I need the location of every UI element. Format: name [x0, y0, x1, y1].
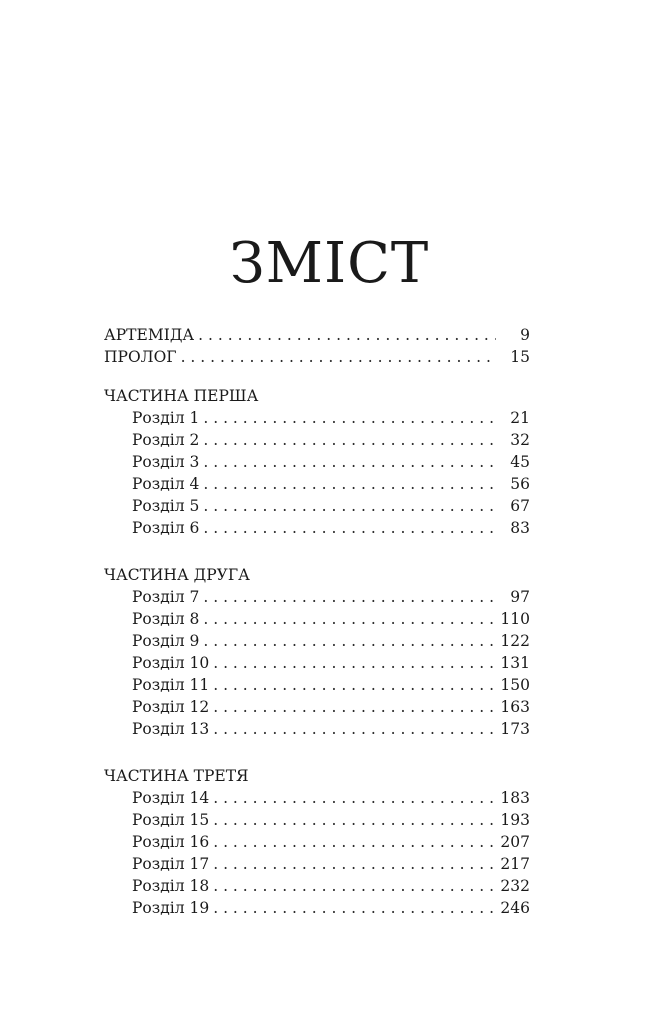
toc-entry-page: 183	[500, 789, 530, 807]
dot-leader	[203, 473, 496, 495]
toc-entry-page: 15	[510, 348, 530, 366]
toc-entry-page: 173	[500, 720, 530, 738]
dot-leader	[203, 586, 496, 608]
toc-entry-label: Розділ 19	[132, 899, 210, 917]
dot-leader	[203, 517, 496, 539]
toc-entry-label: Розділ 18	[132, 877, 210, 895]
toc-entry-page: 45	[510, 453, 530, 471]
toc-entry-label: Розділ 10	[132, 654, 210, 672]
section-spacer	[104, 539, 530, 550]
toc-entry-chapter	[104, 495, 530, 517]
dot-leader	[213, 853, 494, 875]
toc-entry-label: Розділ 15	[132, 811, 210, 829]
dot-leader	[213, 652, 494, 674]
toc-entry-page: 150	[500, 676, 530, 694]
toc-entry-label: Розділ 9	[132, 632, 200, 650]
toc-entry-label: Розділ 16	[132, 833, 210, 851]
toc-entry-front	[104, 324, 530, 346]
toc-entry-page: 21	[510, 409, 530, 427]
toc-entry-chapter	[104, 897, 530, 919]
toc-entry-label: Розділ 14	[132, 789, 210, 807]
dot-leader	[213, 897, 494, 919]
dot-leader	[203, 407, 496, 429]
toc-entry-chapter	[104, 473, 530, 495]
toc-entry-page: 56	[510, 475, 530, 493]
toc-entry-chapter	[104, 517, 530, 539]
part-heading: ЧАСТИНА ДРУГА	[104, 566, 250, 584]
toc-entry-label: Розділ 2	[132, 431, 200, 449]
toc-entry-label: Розділ 5	[132, 497, 200, 515]
toc-entry-front	[104, 346, 530, 368]
toc-entry-page: 9	[520, 326, 530, 344]
toc-entry-page: 110	[500, 610, 530, 628]
toc-entry-chapter	[104, 787, 530, 809]
part-heading: ЧАСТИНА ТРЕТЯ	[104, 767, 249, 785]
toc-entry-page: 232	[500, 877, 530, 895]
toc-entry-chapter	[104, 451, 530, 473]
dot-leader	[213, 718, 494, 740]
toc-entry-label: Розділ 11	[132, 676, 210, 694]
dot-leader	[213, 875, 494, 897]
toc-entry-label: ПРОЛОГ	[104, 348, 177, 366]
toc-entry-chapter	[104, 407, 530, 429]
section-spacer	[104, 740, 530, 751]
toc-entry-chapter	[104, 429, 530, 451]
toc-entry-label: Розділ 8	[132, 610, 200, 628]
toc-entry-chapter	[104, 809, 530, 831]
toc-entry-page: 67	[510, 497, 530, 515]
toc-entry-page: 246	[500, 899, 530, 917]
toc-entry-page: 83	[510, 519, 530, 537]
toc-entry-label: Розділ 3	[132, 453, 200, 471]
toc-entry-chapter	[104, 608, 530, 630]
toc-entry-page: 131	[500, 654, 530, 672]
toc-entry-label: Розділ 6	[132, 519, 200, 537]
toc-entry-page: 32	[510, 431, 530, 449]
toc-entry-label: Розділ 17	[132, 855, 210, 873]
toc-entry-page: 217	[500, 855, 530, 873]
toc-entry-chapter	[104, 652, 530, 674]
part-heading: ЧАСТИНА ПЕРША	[104, 387, 259, 405]
toc-entry-chapter	[104, 831, 530, 853]
dot-leader	[203, 451, 496, 473]
toc-entry-chapter	[104, 630, 530, 652]
toc-entry-label: Розділ 1	[132, 409, 200, 427]
toc-entry-page: 122	[500, 632, 530, 650]
dot-leader	[203, 495, 496, 517]
toc-entry-label: Розділ 4	[132, 475, 200, 493]
toc-entry-chapter	[104, 696, 530, 718]
table-of-contents	[104, 324, 530, 919]
dot-leader	[213, 831, 494, 853]
toc-entry-label: Розділ 12	[132, 698, 210, 716]
dot-leader	[213, 809, 494, 831]
toc-entry-chapter	[104, 853, 530, 875]
page-title: ЗМІСТ	[229, 231, 430, 296]
toc-entry-page: 193	[500, 811, 530, 829]
dot-leader	[198, 324, 496, 346]
dot-leader	[213, 787, 494, 809]
toc-entry-page: 207	[500, 833, 530, 851]
toc-entry-chapter	[104, 875, 530, 897]
toc-entry-label: Розділ 13	[132, 720, 210, 738]
dot-leader	[203, 608, 494, 630]
toc-entry-label: Розділ 7	[132, 588, 200, 606]
toc-entry-chapter	[104, 586, 530, 608]
toc-entry-label: АРТЕМІДА	[104, 326, 195, 344]
toc-entry-chapter	[104, 718, 530, 740]
toc-entry-page: 97	[510, 588, 530, 606]
dot-leader	[203, 429, 496, 451]
toc-entry-chapter	[104, 674, 530, 696]
toc-entry-page: 163	[500, 698, 530, 716]
dot-leader	[203, 630, 494, 652]
dot-leader	[213, 696, 494, 718]
dot-leader	[213, 674, 494, 696]
dot-leader	[181, 346, 496, 368]
